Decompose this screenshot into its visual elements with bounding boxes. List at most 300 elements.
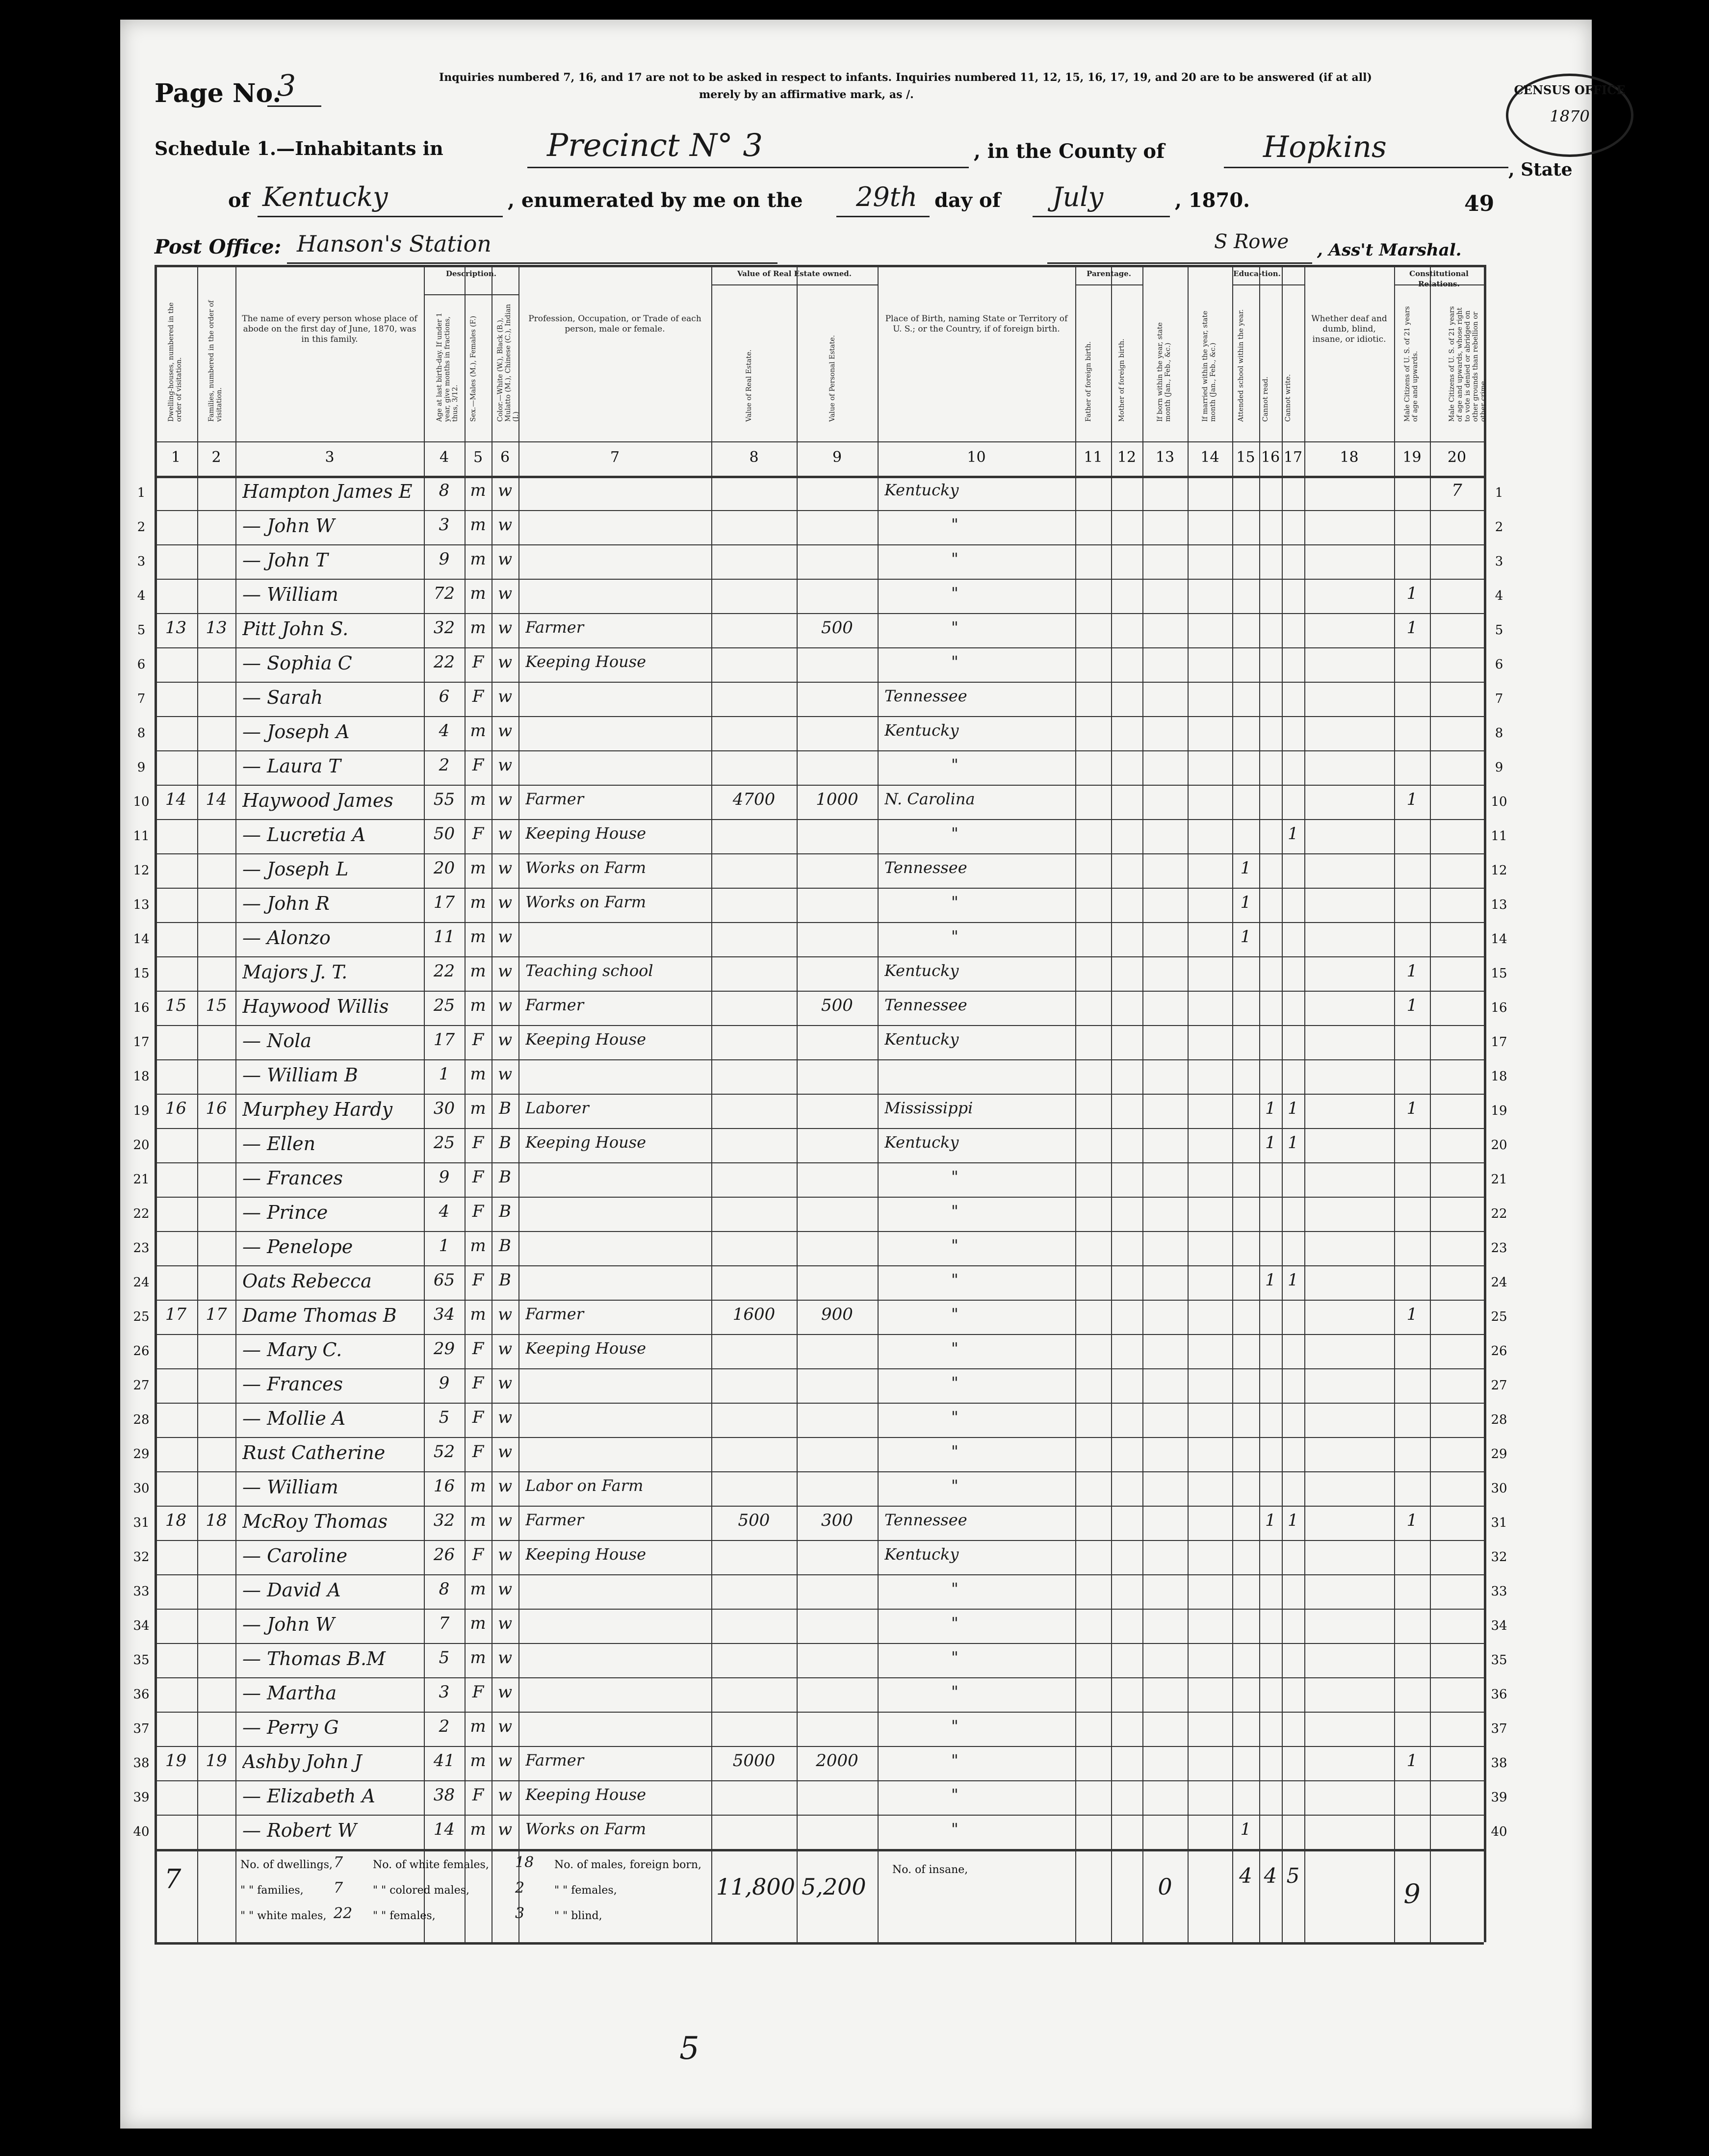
cell-sex: m (470, 1614, 486, 1633)
rule-line (155, 1025, 1484, 1026)
row-number-left: 13 (133, 898, 150, 912)
cell-color: w (497, 1476, 513, 1496)
state-name: Kentucky (262, 181, 388, 212)
cell-occupation: Farmer (525, 1511, 584, 1529)
cell-dwelling: 14 (165, 790, 187, 809)
rule-line (155, 1231, 1484, 1232)
cell-name: McRoy Thomas (242, 1511, 388, 1532)
cell-sex: m (470, 1751, 486, 1771)
row-number-right: 10 (1491, 795, 1507, 809)
row-number-left: 20 (133, 1138, 150, 1153)
cell-color: w (497, 1305, 513, 1324)
cell-c15: 1 (1240, 893, 1251, 912)
cell-color: w (497, 1717, 513, 1736)
row-number-right: 11 (1491, 829, 1507, 844)
rule-line (155, 1609, 1484, 1610)
group-header-description: Description. (446, 269, 496, 278)
row-number-left: 38 (133, 1756, 150, 1771)
cell-age: 8 (439, 1579, 450, 1599)
cell-family: 17 (206, 1305, 227, 1324)
row-number-right: 20 (1491, 1138, 1507, 1153)
row-number-right: 28 (1491, 1412, 1507, 1427)
cell-birthplace: " (951, 1442, 958, 1461)
group-header-constitutional: Constitutional Relations. (1409, 269, 1469, 288)
summary-value: 3 (515, 1905, 525, 1922)
cell-birthplace: Kentucky (884, 1545, 959, 1564)
cell-age: 4 (439, 1202, 450, 1221)
cell-birthplace: " (951, 1751, 958, 1770)
column-header-14: If married within the year, state month (Jan., Feb., &c.) (1201, 310, 1217, 422)
cell-color: w (497, 1614, 513, 1633)
row-number-right: 24 (1491, 1275, 1507, 1290)
cell-occupation: Farmer (525, 996, 584, 1014)
cell-birthplace: Kentucky (884, 961, 959, 980)
cell-name: — John T (242, 549, 328, 571)
cell-name: — Mollie A (242, 1408, 346, 1429)
row-number-right: 39 (1491, 1790, 1507, 1805)
rule-line (155, 750, 1484, 751)
row-number-right: 18 (1491, 1069, 1507, 1084)
cell-age: 32 (433, 1511, 455, 1530)
cell-color: w (497, 893, 513, 912)
row-number-left: 14 (133, 932, 150, 947)
rule-line (1430, 265, 1431, 1942)
cell-age: 1 (439, 1236, 450, 1256)
schedule-label: Schedule 1.—Inhabitants in (155, 137, 443, 159)
rule-line (155, 922, 1484, 923)
page-label: Page No. (155, 78, 282, 108)
cell-c19: 1 (1406, 1305, 1418, 1324)
row-number-right: 40 (1491, 1824, 1507, 1839)
cell-age: 7 (439, 1614, 450, 1633)
cell-name: — Joseph A (242, 721, 350, 743)
summary-col13-total: 0 (1158, 1874, 1172, 1900)
cell-birthplace: " (951, 1202, 958, 1220)
cell-age: 16 (433, 1476, 455, 1496)
sheet-number: 49 (1464, 191, 1495, 216)
county-name: Hopkins (1263, 130, 1387, 164)
cell-sex: F (472, 1133, 484, 1153)
cell-color: w (497, 481, 513, 500)
row-number-right: 19 (1491, 1104, 1507, 1118)
rule-line (155, 476, 1484, 478)
cell-color: w (497, 652, 513, 672)
cell-name: — Martha (242, 1682, 337, 1704)
cell-birthplace: " (951, 652, 958, 671)
cell-age: 25 (433, 996, 455, 1015)
column-number-8: 8 (749, 449, 759, 466)
cell-color: B (499, 1167, 511, 1187)
row-number-left: 32 (133, 1550, 150, 1565)
column-header-18: Whether deaf and dumb, blind, insane, or idiotic. (1311, 314, 1387, 344)
cell-sex: m (470, 1579, 486, 1599)
cell-birthplace: Tennessee (884, 858, 967, 877)
cell-occupation: Keeping House (525, 1133, 647, 1152)
rule-line (1232, 284, 1304, 285)
cell-real: 1600 (732, 1305, 776, 1324)
cell-age: 1 (439, 1064, 450, 1084)
cell-sex: m (470, 584, 486, 603)
group-header-education: Educa-tion. (1233, 269, 1281, 278)
cell-c15: 1 (1240, 858, 1251, 878)
cell-occupation: Teaching school (525, 961, 653, 980)
cell-sex: F (472, 1270, 484, 1290)
summary-label: No. of dwellings, (240, 1859, 333, 1871)
cell-family: 19 (206, 1751, 227, 1771)
summary-label: " " white males, (240, 1910, 327, 1922)
cell-c19: 1 (1406, 618, 1418, 638)
row-number-right: 22 (1491, 1206, 1507, 1221)
cell-age: 32 (433, 618, 455, 638)
cell-occupation: Laborer (525, 1099, 589, 1117)
cell-age: 55 (433, 790, 455, 809)
cell-sex: F (472, 1339, 484, 1359)
rule-line (235, 265, 236, 1942)
rule-line (155, 682, 1484, 683)
row-number-right: 21 (1491, 1172, 1507, 1187)
cell-name: — Caroline (242, 1545, 348, 1566)
row-number-right: 31 (1491, 1515, 1507, 1530)
row-number-left: 15 (133, 966, 150, 981)
row-number-left: 6 (137, 657, 146, 672)
cell-name: — Mary C. (242, 1339, 342, 1360)
rule-line (155, 441, 1484, 442)
cell-c19: 1 (1406, 961, 1418, 981)
cell-age: 14 (433, 1820, 455, 1839)
cell-c16: 1 (1265, 1270, 1276, 1290)
cell-birthplace: " (951, 824, 958, 843)
cell-real: 5000 (732, 1751, 776, 1771)
cell-name: — Elizabeth A (242, 1785, 375, 1807)
column-header-9: Value of Personal Estate. (828, 335, 836, 422)
cell-occupation: Keeping House (525, 1339, 647, 1358)
row-number-right: 34 (1491, 1618, 1507, 1633)
cell-dwelling: 17 (165, 1305, 187, 1324)
rule-line (155, 991, 1484, 992)
cell-age: 11 (433, 927, 455, 947)
cell-name: — Lucretia A (242, 824, 366, 846)
cell-occupation: Farmer (525, 1751, 584, 1770)
column-header-3: The name of every person whose place of abode on the first day of June, 1870, was in this family. (242, 314, 417, 344)
row-number-left: 12 (133, 863, 150, 878)
cell-sex: m (470, 481, 486, 500)
row-number-left: 5 (137, 623, 146, 638)
page-number: 3 (277, 69, 296, 103)
cell-occupation: Keeping House (525, 1030, 647, 1049)
column-number-6: 6 (500, 449, 510, 466)
cell-personal: 300 (821, 1511, 853, 1530)
row-number-left: 21 (133, 1172, 150, 1187)
rule-line (155, 579, 1484, 580)
cell-c20: 7 (1451, 481, 1462, 500)
rule-line (155, 613, 1484, 614)
cell-color: w (497, 1373, 513, 1393)
rule-line (155, 265, 1484, 267)
column-header-1: Dwelling-houses, numbered in the order of visitation. (167, 302, 183, 422)
cell-birthplace: " (951, 584, 958, 602)
cell-name: Haywood James (242, 790, 393, 811)
cell-birthplace: " (951, 1408, 958, 1426)
cell-personal: 1000 (816, 790, 858, 809)
cell-sex: F (472, 824, 484, 844)
row-number-left: 29 (133, 1447, 150, 1462)
row-number-left: 30 (133, 1481, 150, 1496)
rule-line (155, 1162, 1484, 1163)
column-header-12: Mother of foreign birth. (1118, 338, 1126, 422)
cell-c19: 1 (1406, 996, 1418, 1015)
cell-personal: 500 (821, 618, 853, 638)
cell-sex: m (470, 1064, 486, 1084)
row-number-right: 13 (1491, 898, 1507, 912)
rule-line (155, 819, 1484, 820)
cell-age: 8 (439, 481, 450, 500)
row-number-left: 39 (133, 1790, 150, 1805)
cell-age: 41 (433, 1751, 455, 1771)
cell-age: 5 (439, 1408, 450, 1427)
row-number-left: 22 (133, 1206, 150, 1221)
row-number-left: 4 (137, 589, 146, 603)
cell-age: 5 (439, 1648, 450, 1668)
cell-color: w (497, 1682, 513, 1702)
row-number-right: 35 (1491, 1653, 1507, 1668)
cell-birthplace: Tennessee (884, 996, 967, 1014)
cell-sex: m (470, 1717, 486, 1736)
cell-occupation: Works on Farm (525, 893, 647, 911)
cell-birthplace: Kentucky (884, 1030, 959, 1049)
cell-c17: 1 (1288, 824, 1298, 844)
column-number-18: 18 (1340, 449, 1359, 466)
cell-personal: 900 (821, 1305, 853, 1324)
row-number-right: 15 (1491, 966, 1507, 981)
cell-personal: 500 (821, 996, 853, 1015)
marshal-label: , Ass't Marshal. (1317, 240, 1462, 260)
cell-family: 14 (206, 790, 227, 809)
column-header-15: Attended school within the year. (1237, 309, 1245, 422)
cell-color: w (497, 1030, 513, 1050)
cell-color: w (497, 755, 513, 775)
cell-age: 52 (433, 1442, 455, 1462)
rule-line (155, 510, 1484, 511)
cell-name: — Laura T (242, 755, 341, 777)
cell-name: — Prince (242, 1202, 328, 1223)
row-number-left: 19 (133, 1104, 150, 1118)
cell-color: w (497, 584, 513, 603)
footer-mark: 5 (679, 2030, 699, 2067)
cell-name: Ashby John J (242, 1751, 362, 1772)
cell-age: 20 (433, 858, 455, 878)
summary-value: 22 (334, 1905, 353, 1922)
cell-dwelling: 13 (165, 618, 187, 638)
of-label: of (228, 189, 250, 212)
row-number-right: 32 (1491, 1550, 1507, 1565)
cell-name: — John W (242, 1614, 335, 1635)
cell-age: 29 (433, 1339, 455, 1359)
cell-name: — Robert W (242, 1820, 357, 1841)
cell-name: Oats Rebecca (242, 1270, 372, 1292)
cell-birthplace: " (951, 1305, 958, 1323)
rule-line (155, 1094, 1484, 1095)
cell-color: w (497, 549, 513, 569)
rule-line (155, 544, 1484, 545)
enumeration-day: 29th (856, 181, 918, 212)
cell-color: w (497, 1339, 513, 1359)
cell-name: Pitt John S. (242, 618, 349, 640)
cell-c16: 1 (1265, 1511, 1276, 1530)
cell-color: w (497, 996, 513, 1015)
column-header-16: Cannot read. (1262, 376, 1269, 422)
cell-color: w (497, 927, 513, 947)
cell-occupation: Farmer (525, 790, 584, 808)
cell-sex: m (470, 996, 486, 1015)
rule-line (711, 284, 878, 285)
cell-color: B (499, 1133, 511, 1153)
rule-line (1188, 265, 1189, 1942)
cell-color: w (497, 1751, 513, 1771)
cell-color: B (499, 1236, 511, 1256)
cell-color: w (497, 687, 513, 706)
cell-occupation: Keeping House (525, 1545, 647, 1564)
cell-birthplace: " (951, 893, 958, 911)
row-number-right: 9 (1495, 760, 1503, 775)
column-header-10: Place of Birth, naming State or Territory of U. S.; or the Country, if of foreign birth. (885, 314, 1068, 334)
cell-color: w (497, 961, 513, 981)
row-number-right: 25 (1491, 1309, 1507, 1324)
cell-color: B (499, 1099, 511, 1118)
cell-color: w (497, 1579, 513, 1599)
cell-sex: F (472, 652, 484, 672)
cell-color: w (497, 1545, 513, 1565)
row-number-right: 30 (1491, 1481, 1507, 1496)
row-number-right: 33 (1491, 1584, 1507, 1599)
cell-real: 500 (738, 1511, 770, 1530)
cell-sex: F (472, 1545, 484, 1565)
column-number-2: 2 (211, 449, 221, 466)
row-number-right: 37 (1491, 1721, 1507, 1736)
cell-color: B (499, 1202, 511, 1221)
rule-line (797, 265, 798, 1942)
cell-age: 17 (433, 1030, 455, 1050)
column-number-17: 17 (1283, 449, 1303, 466)
row-number-left: 18 (133, 1069, 150, 1084)
rule-line (155, 1746, 1484, 1747)
cell-color: w (497, 1648, 513, 1668)
cell-sex: m (470, 893, 486, 912)
row-number-left: 37 (133, 1721, 150, 1736)
cell-birthplace: " (951, 515, 958, 534)
cell-birthplace: " (951, 1167, 958, 1186)
rule-line (518, 265, 519, 1942)
cell-birthplace: " (951, 549, 958, 568)
cell-family: 16 (206, 1099, 227, 1118)
row-number-right: 38 (1491, 1756, 1507, 1771)
cell-age: 9 (439, 1373, 450, 1393)
column-header-20: Male Citizens of U. S. of 21 years of age and upwards, whose right to vote is denied or abridged on other grounds than rebellion or other crime. (1448, 306, 1487, 422)
cell-birthplace: " (951, 1785, 958, 1804)
row-number-left: 33 (133, 1584, 150, 1599)
rule-line (1232, 265, 1233, 1942)
cell-birthplace: Tennessee (884, 1511, 967, 1529)
cell-c17: 1 (1288, 1133, 1298, 1153)
rule-line (155, 1265, 1484, 1266)
cell-name: — John R (242, 893, 330, 914)
row-number-right: 8 (1495, 726, 1503, 741)
cell-birthplace: Tennessee (884, 687, 967, 705)
year-label: , 1870. (1175, 189, 1250, 212)
cell-occupation: Keeping House (525, 1785, 647, 1804)
row-number-right: 5 (1495, 623, 1503, 638)
cell-age: 2 (439, 755, 450, 775)
cell-age: 34 (433, 1305, 455, 1324)
cell-birthplace: Kentucky (884, 481, 959, 499)
cell-birthplace: " (951, 1579, 958, 1598)
cell-age: 9 (439, 1167, 450, 1187)
cell-occupation: Farmer (525, 618, 584, 637)
cell-color: w (497, 1511, 513, 1530)
summary-col15-total: 4 (1239, 1864, 1252, 1888)
cell-sex: m (470, 1511, 486, 1530)
cell-sex: m (470, 961, 486, 981)
cell-name: — Ellen (242, 1133, 316, 1155)
cell-color: w (497, 858, 513, 878)
cell-dwelling: 16 (165, 1099, 187, 1118)
row-number-left: 17 (133, 1035, 150, 1050)
rule-line (878, 265, 879, 1942)
cell-color: w (497, 824, 513, 844)
row-number-left: 10 (133, 795, 150, 809)
rule-line (711, 265, 712, 1942)
cell-color: w (497, 1820, 513, 1839)
column-number-15: 15 (1236, 449, 1255, 466)
rule-line (155, 785, 1484, 786)
rule-line (155, 1197, 1484, 1198)
summary-insane-label: No. of insane, (892, 1864, 968, 1876)
summary-personal-total: 5,200 (802, 1874, 866, 1900)
cell-occupation: Labor on Farm (525, 1476, 644, 1495)
cell-name: Rust Catherine (242, 1442, 386, 1463)
summary-real-total: 11,800 (716, 1874, 795, 1900)
row-number-right: 14 (1491, 932, 1507, 947)
summary-value: 7 (334, 1879, 343, 1897)
row-number-right: 26 (1491, 1344, 1507, 1359)
cell-birthplace: " (951, 1682, 958, 1701)
row-number-left: 34 (133, 1618, 150, 1633)
rule-line (155, 1849, 1484, 1851)
cell-sex: F (472, 1442, 484, 1462)
cell-name: Murphey Hardy (242, 1099, 393, 1120)
row-number-left: 36 (133, 1687, 150, 1702)
row-number-left: 16 (133, 1001, 150, 1015)
cell-color: w (497, 1064, 513, 1084)
cell-name: Dame Thomas B (242, 1305, 397, 1326)
column-number-19: 19 (1402, 449, 1422, 466)
cell-birthplace: " (951, 1339, 958, 1358)
row-number-right: 23 (1491, 1241, 1507, 1256)
cell-occupation: Farmer (525, 1305, 584, 1323)
cell-c16: 1 (1265, 1133, 1276, 1153)
census-table (133, 265, 1507, 1922)
cell-sex: m (470, 1099, 486, 1118)
column-header-11: Father of foreign birth. (1084, 341, 1092, 422)
row-number-right: 2 (1495, 520, 1503, 535)
row-number-left: 31 (133, 1515, 150, 1530)
post-office-label: Post Office: (155, 235, 282, 258)
column-header-8: Value of Real Estate. (745, 349, 753, 422)
cell-personal: 2000 (816, 1751, 858, 1771)
rule-line (155, 1815, 1484, 1816)
row-number-right: 4 (1495, 589, 1503, 603)
cell-sex: m (470, 927, 486, 947)
rule-line (155, 1574, 1484, 1575)
